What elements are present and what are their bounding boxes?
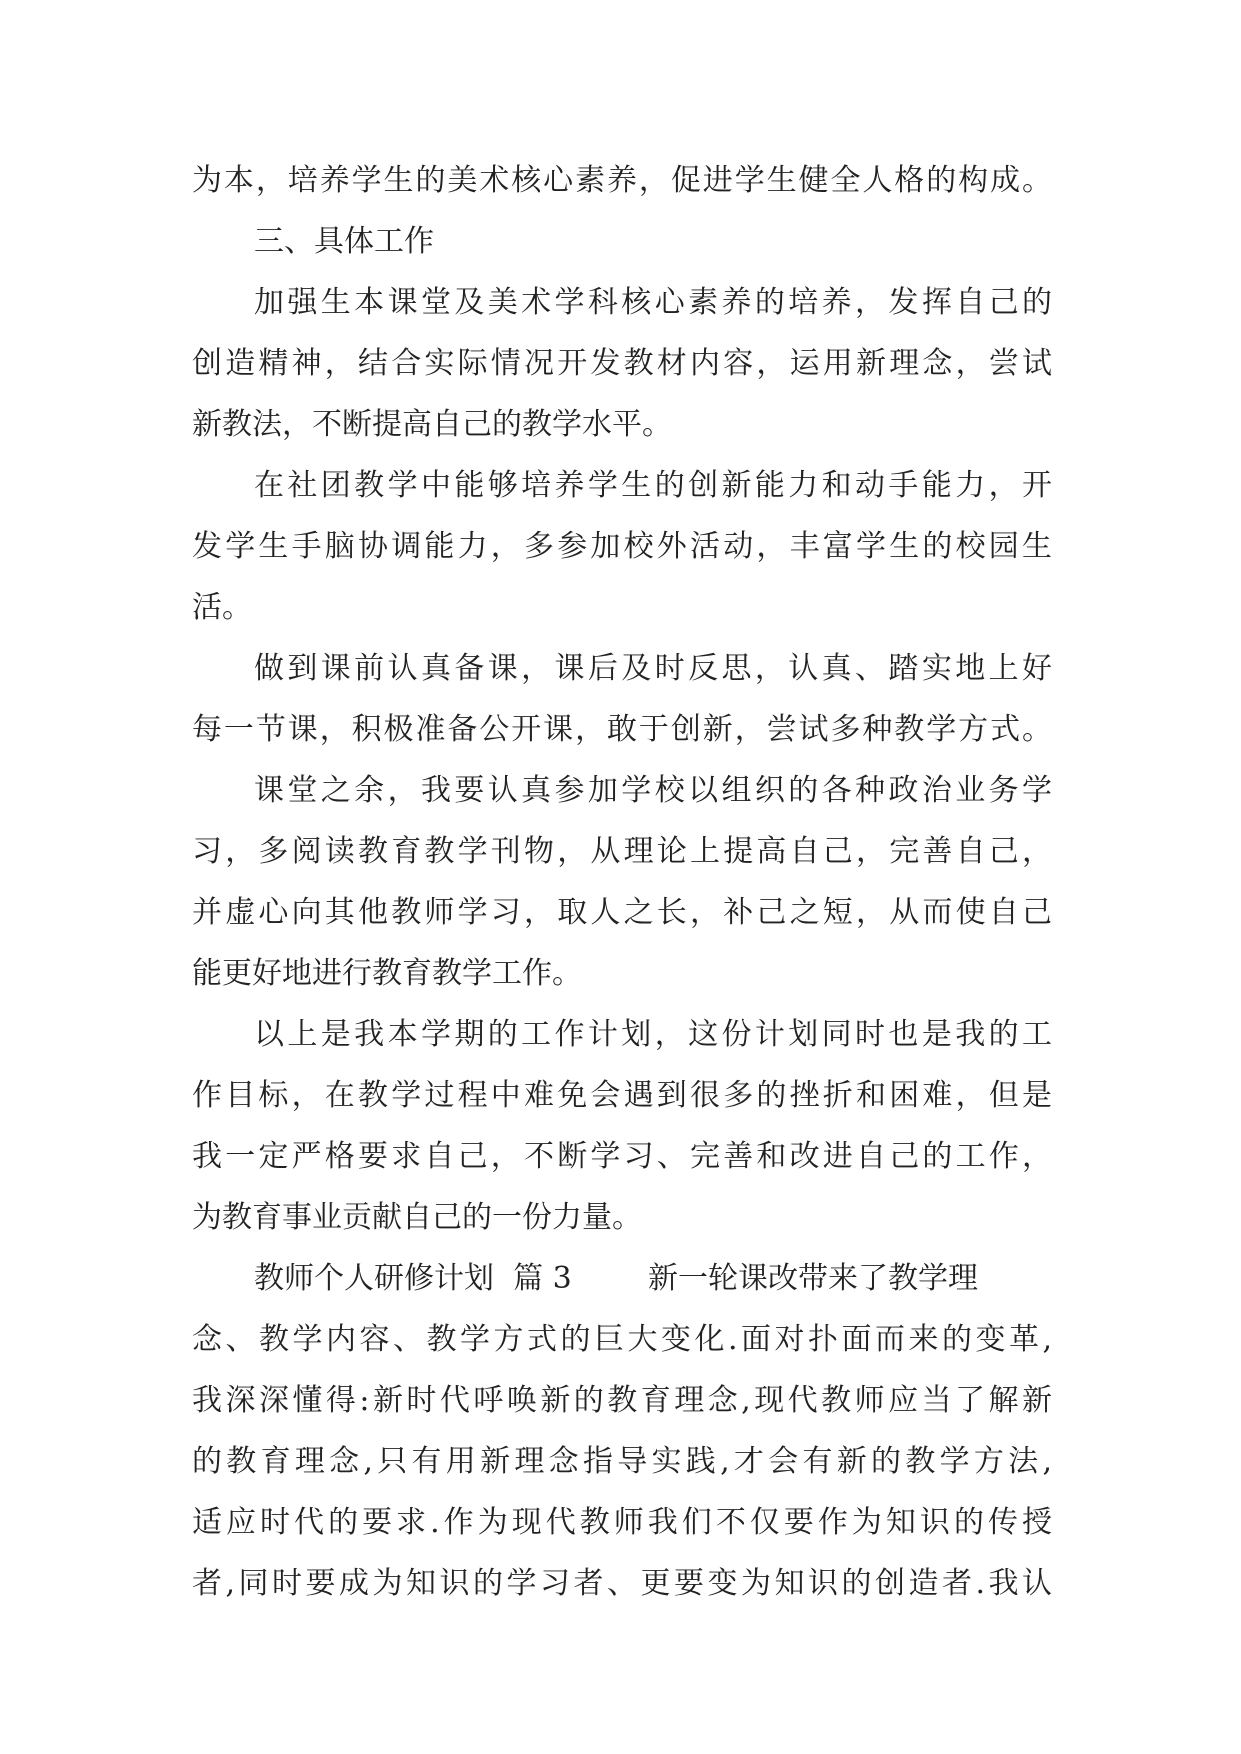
text-line: 每一节课，积极准备公开课，敢于创新，尝试多种教学方式。 xyxy=(192,712,1052,747)
text-line: 习，多阅读教育教学刊物，从理论上提高自己，完善自己， xyxy=(192,834,1052,869)
paragraph-first-line: 在社团教学中能够培养学生的创新能力和动手能力，开 xyxy=(254,468,1052,503)
text-line: 的教育理念,只有用新理念指导实践,才会有新的教学方法, xyxy=(192,1444,1052,1479)
paragraph-first-line: 教师个人研修计划 篇 3 新一轮课改带来了教学理 xyxy=(254,1261,978,1296)
paragraph-first-line: 做到课前认真备课，课后及时反思，认真、踏实地上好 xyxy=(254,651,1052,686)
text-line: 并虚心向其他教师学习，取人之长，补己之短，从而使自己 xyxy=(192,895,1052,930)
paragraph-first-line: 课堂之余，我要认真参加学校以组织的各种政治业务学 xyxy=(254,773,1052,808)
text-line: 我深深懂得:新时代呼唤新的教育理念,现代教师应当了解新 xyxy=(192,1383,1052,1418)
text-line: 者,同时要成为知识的学习者、更要变为知识的创造者.我认 xyxy=(192,1566,1052,1601)
text-line: 我一定严格要求自己，不断学习、完善和改进自己的工作， xyxy=(192,1139,1052,1174)
paragraph-first-line: 加强生本课堂及美术学科核心素养的培养，发挥自己的 xyxy=(254,285,1052,320)
document-body xyxy=(192,150,1052,1614)
text-line: 为本，培养学生的美术核心素养，促进学生健全人格的构成。 xyxy=(192,163,1052,198)
text-line: 新教法，不断提高自己的教学水平。 xyxy=(192,407,672,442)
text-line: 能更好地进行教育教学工作。 xyxy=(192,956,582,991)
text-line: 创造精神，结合实际情况开发教材内容，运用新理念，尝试 xyxy=(192,346,1052,381)
text-line: 活。 xyxy=(192,590,252,625)
section-heading: 三、具体工作 xyxy=(254,224,434,259)
paragraph-first-line: 以上是我本学期的工作计划，这份计划同时也是我的工 xyxy=(254,1017,1052,1052)
text-line: 适应时代的要求.作为现代教师我们不仅要作为知识的传授 xyxy=(192,1505,1052,1540)
text-line: 为教育事业贡献自己的一份力量。 xyxy=(192,1200,642,1235)
text-line: 作目标，在教学过程中难免会遇到很多的挫折和困难，但是 xyxy=(192,1078,1052,1113)
text-line: 发学生手脑协调能力，多参加校外活动，丰富学生的校园生 xyxy=(192,529,1052,564)
text-line: 念、教学内容、教学方式的巨大变化.面对扑面而来的变革, xyxy=(192,1322,1052,1357)
